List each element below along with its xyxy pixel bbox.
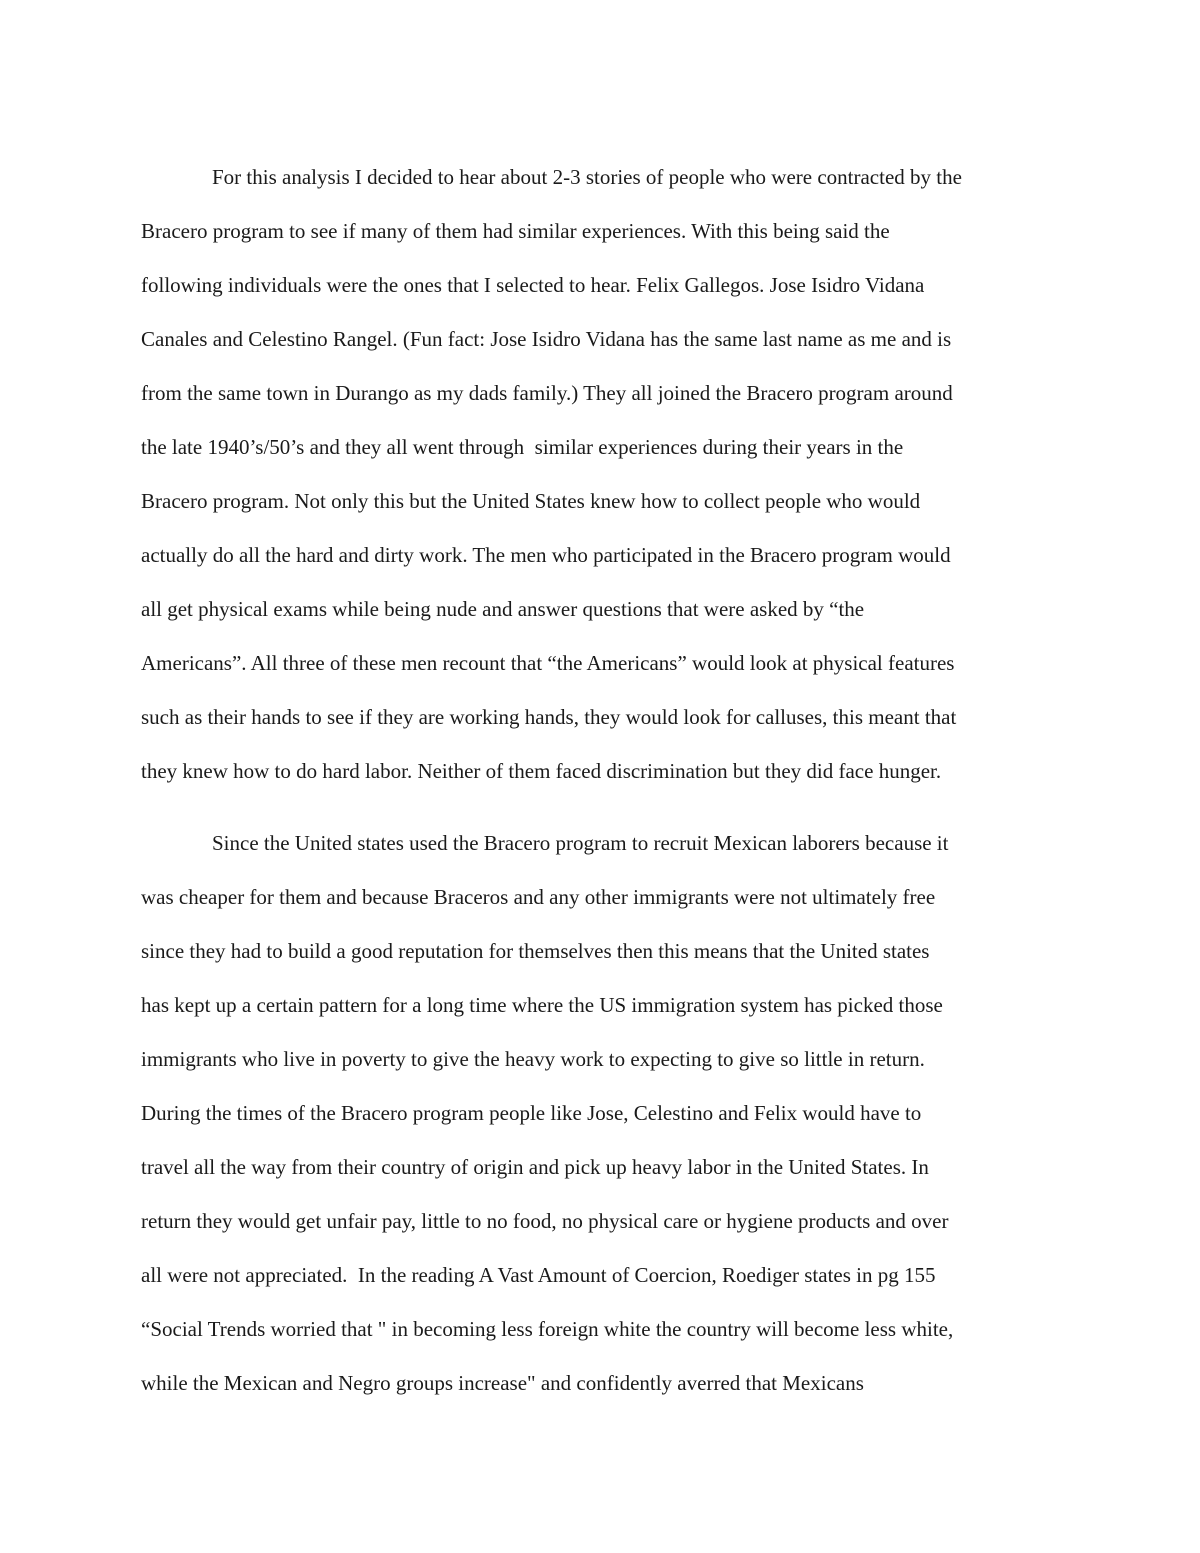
paragraph-2 [141, 816, 1059, 1410]
paragraph-line: all were not appreciated. In the reading A Vast Amount of Coercion, Roediger states in pg 155 [141, 1263, 936, 1287]
paragraph-line: since they had to build a good reputation for themselves then this means that the United states [141, 939, 930, 963]
paragraph-spacing [141, 798, 1059, 816]
paragraph-line: following individuals were the ones that I selected to hear. Felix Gallegos. Jose Isidro Vidana [141, 273, 925, 297]
paragraph-line: travel all the way from their country of origin and pick up heavy labor in the United States. In [141, 1155, 929, 1179]
paragraph-line: from the same town in Durango as my dads family.) They all joined the Bracero program around [141, 381, 953, 405]
paragraph-line: immigrants who live in poverty to give the heavy work to expecting to give so little in return. [141, 1047, 925, 1071]
paragraph-line: During the times of the Bracero program people like Jose, Celestino and Felix would have to [141, 1101, 922, 1125]
paragraph-line: they knew how to do hard labor. Neither of them faced discrimination but they did face hunger. [141, 759, 942, 783]
paragraph-line: Bracero program. Not only this but the United States knew how to collect people who would [141, 489, 921, 513]
paragraph-line: “Social Trends worried that " in becoming less foreign white the country will become less white, [141, 1317, 954, 1341]
paragraph-line: Canales and Celestino Rangel. (Fun fact: Jose Isidro Vidana has the same last name as me and is [141, 327, 952, 351]
paragraph-line: such as their hands to see if they are working hands, they would look for calluses, this meant that [141, 705, 957, 729]
paragraph-line: was cheaper for them and because Braceros and any other immigrants were not ultimately free [141, 885, 936, 909]
paragraph-line: Bracero program to see if many of them had similar experiences. With this being said the [141, 219, 890, 243]
document-body [141, 150, 1059, 1410]
paragraph-line: while the Mexican and Negro groups increase" and confidently averred that Mexicans [141, 1371, 864, 1395]
paragraph-line: Americans”. All three of these men recount that “the Americans” would look at physical features [141, 651, 955, 675]
paragraph-line: actually do all the hard and dirty work. The men who participated in the Bracero program would [141, 543, 951, 567]
paragraph-1 [141, 150, 1059, 798]
paragraph-line: the late 1940’s/50’s and they all went through similar experiences during their years in the [141, 435, 904, 459]
paragraph-line: return they would get unfair pay, little to no food, no physical care or hygiene products and over [141, 1209, 949, 1233]
paragraph-line: Since the United states used the Bracero program to recruit Mexican laborers because it [212, 831, 949, 855]
paragraph-line: For this analysis I decided to hear about 2-3 stories of people who were contracted by the [212, 165, 962, 189]
paragraph-line: all get physical exams while being nude and answer questions that were asked by “the [141, 597, 865, 621]
paragraph-line: has kept up a certain pattern for a long time where the US immigration system has picked those [141, 993, 943, 1017]
